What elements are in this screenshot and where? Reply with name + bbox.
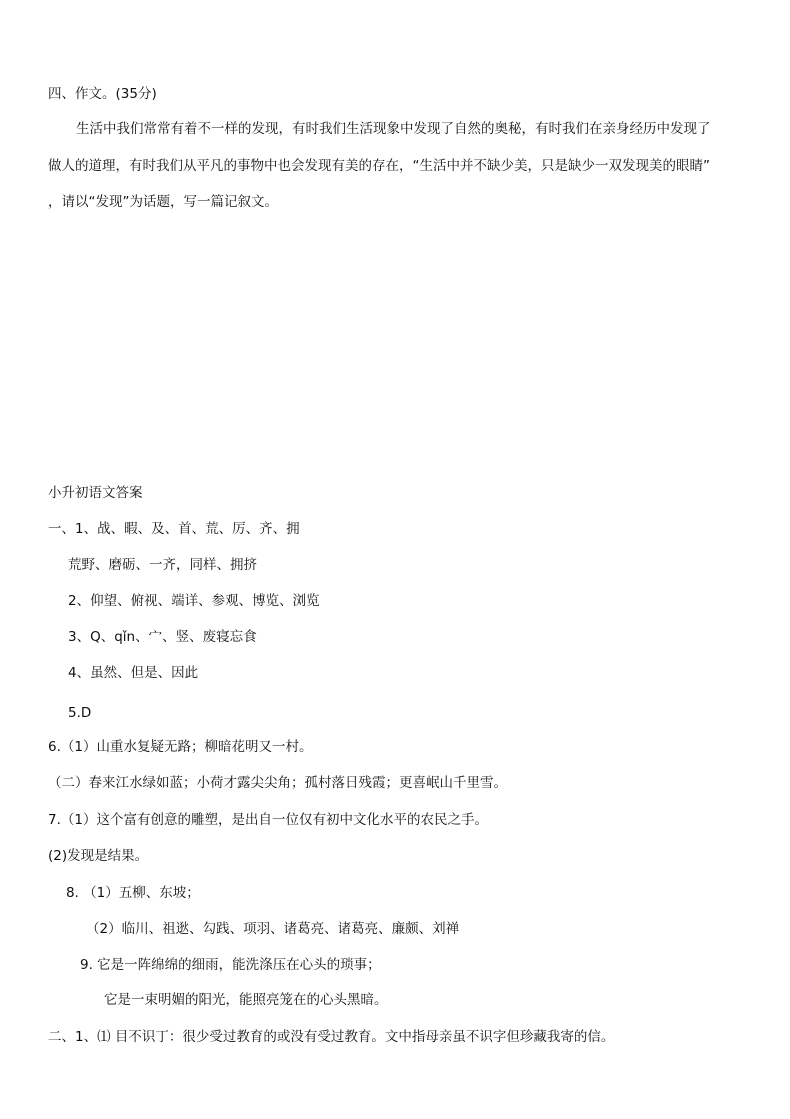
- answer-line: （2）临川、祖逖、勾践、项羽、诸葛亮、诸葛亮、廉颇、刘禅: [86, 921, 460, 937]
- answer-line: 3、Q、qǐn、宀、竖、废寝忘食: [68, 629, 257, 645]
- essay-heading: 四、作文。(35分): [48, 86, 157, 102]
- essay-prompt-line-1: 生活中我们常常有着不一样的发现，有时我们生活现象中发现了自然的奥秘，有时我们在亲身经历中发现了: [76, 121, 711, 137]
- answer-line: （二）春来江水绿如蓝；小荷才露尖尖角；孤村落日残霞；更喜岷山千里雪。: [48, 775, 507, 791]
- answers-title: 小升初语文答案: [48, 485, 143, 501]
- answer-line: 8. （1）五柳、东坡；: [66, 885, 200, 901]
- answer-line: 9. 它是一阵绵绵的细雨，能洗涤压在心头的琐事；: [80, 957, 381, 973]
- essay-prompt-line-2: 做人的道理，有时我们从平凡的事物中也会发现有美的存在，“生活中并不缺少美，只是缺少一双发现美的眼睛”: [48, 158, 710, 174]
- essay-prompt-line-3: ，请以“发现”为话题，写一篇记叙文。: [48, 194, 278, 210]
- answer-line: (2)发现是结果。: [48, 848, 149, 864]
- answer-line: 7.（1）这个富有创意的雕塑，是出自一位仅有初中文化水平的农民之手。: [48, 812, 488, 828]
- answer-line: 二、1、⑴ 目不识丁：很少受过教育的或没有受过教育。文中指母亲虽不识字但珍藏我寄的信。: [48, 1029, 615, 1045]
- answer-line: 4、虽然、但是、因此: [68, 665, 199, 681]
- answer-line: 荒野、磨砺、一齐，同样、拥挤: [68, 557, 257, 573]
- answer-line: 它是一束明媚的阳光，能照亮笼在的心头黑暗。: [104, 992, 388, 1008]
- answer-line: 5.D: [68, 705, 92, 721]
- answer-line: 2、仰望、俯视、端详、参观、博览、浏览: [68, 593, 320, 609]
- answer-line: 一、1、战、暇、及、首、荒、厉、齐、拥: [48, 521, 300, 537]
- answer-line: 6.（1）山重水复疑无路；柳暗花明又一村。: [48, 739, 313, 755]
